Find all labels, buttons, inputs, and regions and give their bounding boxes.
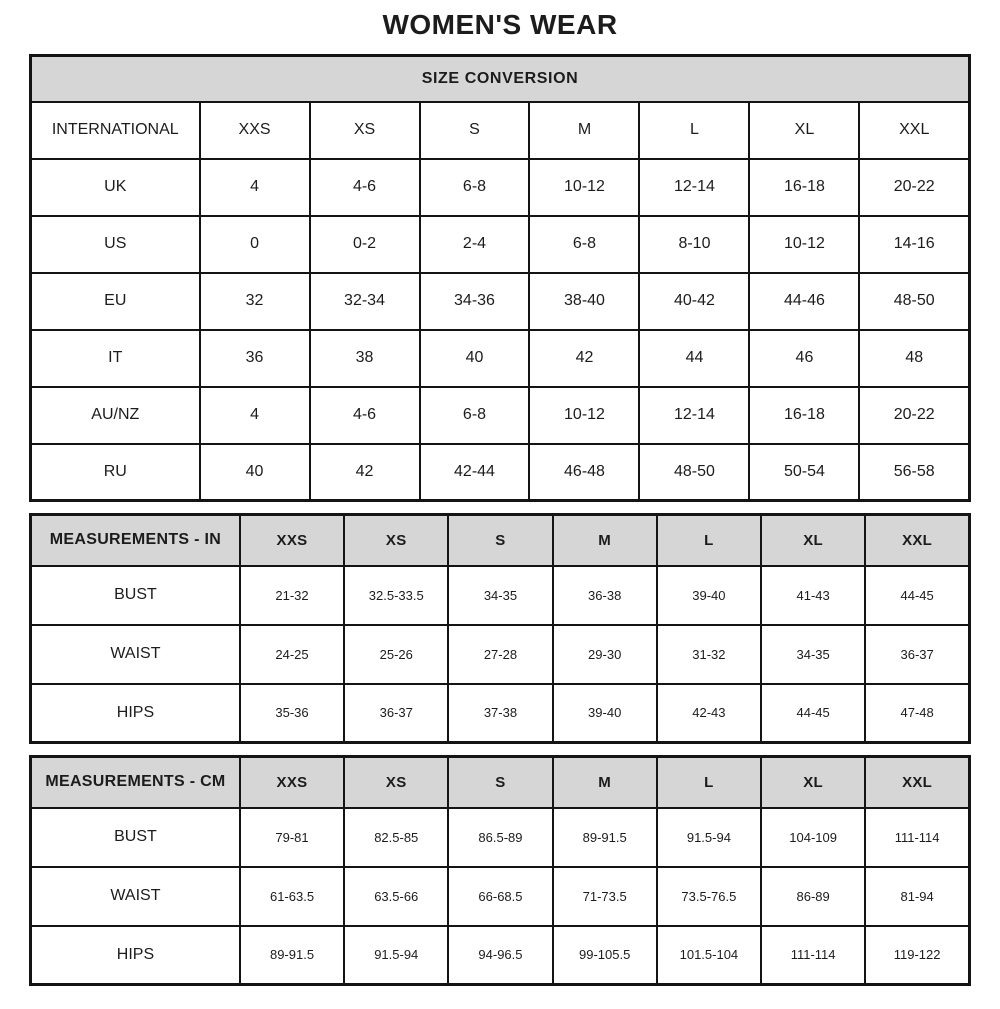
size-label-cell: XL <box>761 515 865 566</box>
table-row <box>31 566 970 625</box>
size-label-cell: XS <box>344 515 448 566</box>
size-label-cell: L <box>657 757 761 808</box>
value-cell: 37-38 <box>448 684 552 743</box>
row-label-cell: BUST <box>31 566 240 625</box>
value-cell: 111-114 <box>761 926 865 985</box>
value-cell: 71-73.5 <box>553 867 657 926</box>
table-title-cell: MEASUREMENTS - CM <box>31 757 240 808</box>
value-cell: 44-45 <box>761 684 865 743</box>
value-cell: 46-48 <box>529 444 639 501</box>
value-cell: 6-8 <box>420 159 530 216</box>
value-cell: 41-43 <box>761 566 865 625</box>
value-cell: 36 <box>200 330 310 387</box>
value-cell: 66-68.5 <box>448 867 552 926</box>
value-cell: 34-35 <box>761 625 865 684</box>
value-cell: 44-46 <box>749 273 859 330</box>
value-cell: 34-36 <box>420 273 530 330</box>
value-cell: 20-22 <box>859 387 969 444</box>
value-cell: 89-91.5 <box>240 926 344 985</box>
value-cell: 29-30 <box>553 625 657 684</box>
size-label-cell: L <box>657 515 761 566</box>
row-label-cell: US <box>31 216 200 273</box>
row-label-cell: AU/NZ <box>31 387 200 444</box>
size-label-cell: M <box>553 757 657 808</box>
value-cell: 32.5-33.5 <box>344 566 448 625</box>
value-cell: 16-18 <box>749 159 859 216</box>
table-row <box>31 330 970 387</box>
value-cell: 50-54 <box>749 444 859 501</box>
value-cell: 38-40 <box>529 273 639 330</box>
value-cell: 42 <box>529 330 639 387</box>
value-cell: 48-50 <box>639 444 749 501</box>
table-row <box>31 684 970 743</box>
value-cell: 38 <box>310 330 420 387</box>
value-cell: 94-96.5 <box>448 926 552 985</box>
table-row <box>31 387 970 444</box>
value-cell: 63.5-66 <box>344 867 448 926</box>
table-row <box>31 444 970 501</box>
table-row <box>31 216 970 273</box>
value-cell: 40-42 <box>639 273 749 330</box>
value-cell: 36-37 <box>865 625 969 684</box>
value-cell: 40 <box>420 330 530 387</box>
row-label-cell: WAIST <box>31 867 240 926</box>
value-cell: 4-6 <box>310 387 420 444</box>
value-cell: 44-45 <box>865 566 969 625</box>
size-label-cell: S <box>420 102 530 159</box>
value-cell: 6-8 <box>529 216 639 273</box>
size-label-cell: M <box>553 515 657 566</box>
value-cell: 99-105.5 <box>553 926 657 985</box>
size-label-cell: S <box>448 757 552 808</box>
value-cell: 24-25 <box>240 625 344 684</box>
size-label-cell: S <box>448 515 552 566</box>
value-cell: 89-91.5 <box>553 808 657 867</box>
value-cell: 40 <box>200 444 310 501</box>
size-label-cell: XXS <box>200 102 310 159</box>
row-label-cell: HIPS <box>31 684 240 743</box>
value-cell: 25-26 <box>344 625 448 684</box>
size-label-cell: XS <box>344 757 448 808</box>
value-cell: 61-63.5 <box>240 867 344 926</box>
value-cell: 10-12 <box>749 216 859 273</box>
value-cell: 36-37 <box>344 684 448 743</box>
size-conversion-banner-row <box>31 56 970 102</box>
size-label-cell: XS <box>310 102 420 159</box>
row-label-cell: WAIST <box>31 625 240 684</box>
size-label-cell: XXL <box>865 515 969 566</box>
value-cell: 39-40 <box>553 684 657 743</box>
value-cell: 14-16 <box>859 216 969 273</box>
value-cell: 2-4 <box>420 216 530 273</box>
row-label-cell: BUST <box>31 808 240 867</box>
value-cell: 32-34 <box>310 273 420 330</box>
value-cell: 31-32 <box>657 625 761 684</box>
value-cell: 73.5-76.5 <box>657 867 761 926</box>
value-cell: 4 <box>200 387 310 444</box>
value-cell: 101.5-104 <box>657 926 761 985</box>
size-label-cell: XXS <box>240 757 344 808</box>
size-label-cell: XXL <box>865 757 969 808</box>
measurements-cm-table <box>29 755 971 986</box>
value-cell: 86.5-89 <box>448 808 552 867</box>
value-cell: 20-22 <box>859 159 969 216</box>
international-row <box>31 102 970 159</box>
value-cell: 82.5-85 <box>344 808 448 867</box>
page-title: WOMEN'S WEAR <box>382 9 618 40</box>
value-cell: 12-14 <box>639 387 749 444</box>
value-cell: 48-50 <box>859 273 969 330</box>
row-label-cell: EU <box>31 273 200 330</box>
value-cell: 42 <box>310 444 420 501</box>
measurements-in-table <box>29 513 971 744</box>
row-label-cell: UK <box>31 159 200 216</box>
value-cell: 39-40 <box>657 566 761 625</box>
value-cell: 104-109 <box>761 808 865 867</box>
size-label-cell: XXS <box>240 515 344 566</box>
table-row <box>31 926 970 985</box>
row-label-cell: IT <box>31 330 200 387</box>
table-title-cell: MEASUREMENTS - IN <box>31 515 240 566</box>
value-cell: 36-38 <box>553 566 657 625</box>
value-cell: 91.5-94 <box>657 808 761 867</box>
value-cell: 16-18 <box>749 387 859 444</box>
value-cell: 35-36 <box>240 684 344 743</box>
value-cell: 56-58 <box>859 444 969 501</box>
table-row <box>31 625 970 684</box>
value-cell: 12-14 <box>639 159 749 216</box>
value-cell: 48 <box>859 330 969 387</box>
value-cell: 6-8 <box>420 387 530 444</box>
value-cell: 44 <box>639 330 749 387</box>
value-cell: 8-10 <box>639 216 749 273</box>
size-label-cell: XXL <box>859 102 969 159</box>
value-cell: 119-122 <box>865 926 969 985</box>
value-cell: 27-28 <box>448 625 552 684</box>
size-label-cell: XL <box>761 757 865 808</box>
table-row <box>31 808 970 867</box>
value-cell: 4-6 <box>310 159 420 216</box>
value-cell: 10-12 <box>529 159 639 216</box>
value-cell: 91.5-94 <box>344 926 448 985</box>
value-cell: 81-94 <box>865 867 969 926</box>
value-cell: 86-89 <box>761 867 865 926</box>
value-cell: 4 <box>200 159 310 216</box>
value-cell: 0-2 <box>310 216 420 273</box>
row-label-cell: HIPS <box>31 926 240 985</box>
value-cell: 0 <box>200 216 310 273</box>
size-conversion-title: SIZE CONVERSION <box>31 56 970 102</box>
table-row <box>31 159 970 216</box>
row-label-cell: INTERNATIONAL <box>31 102 200 159</box>
value-cell: 10-12 <box>529 387 639 444</box>
size-label-cell: XL <box>749 102 859 159</box>
value-cell: 32 <box>200 273 310 330</box>
table-row <box>31 867 970 926</box>
size-conversion-table <box>29 54 971 502</box>
value-cell: 47-48 <box>865 684 969 743</box>
value-cell: 42-44 <box>420 444 530 501</box>
value-cell: 111-114 <box>865 808 969 867</box>
table-row <box>31 273 970 330</box>
measurements-in-table-header-row <box>31 515 970 566</box>
value-cell: 34-35 <box>448 566 552 625</box>
value-cell: 42-43 <box>657 684 761 743</box>
row-label-cell: RU <box>31 444 200 501</box>
measurements-cm-table-header-row <box>31 757 970 808</box>
value-cell: 46 <box>749 330 859 387</box>
value-cell: 79-81 <box>240 808 344 867</box>
size-label-cell: L <box>639 102 749 159</box>
value-cell: 21-32 <box>240 566 344 625</box>
size-label-cell: M <box>529 102 639 159</box>
